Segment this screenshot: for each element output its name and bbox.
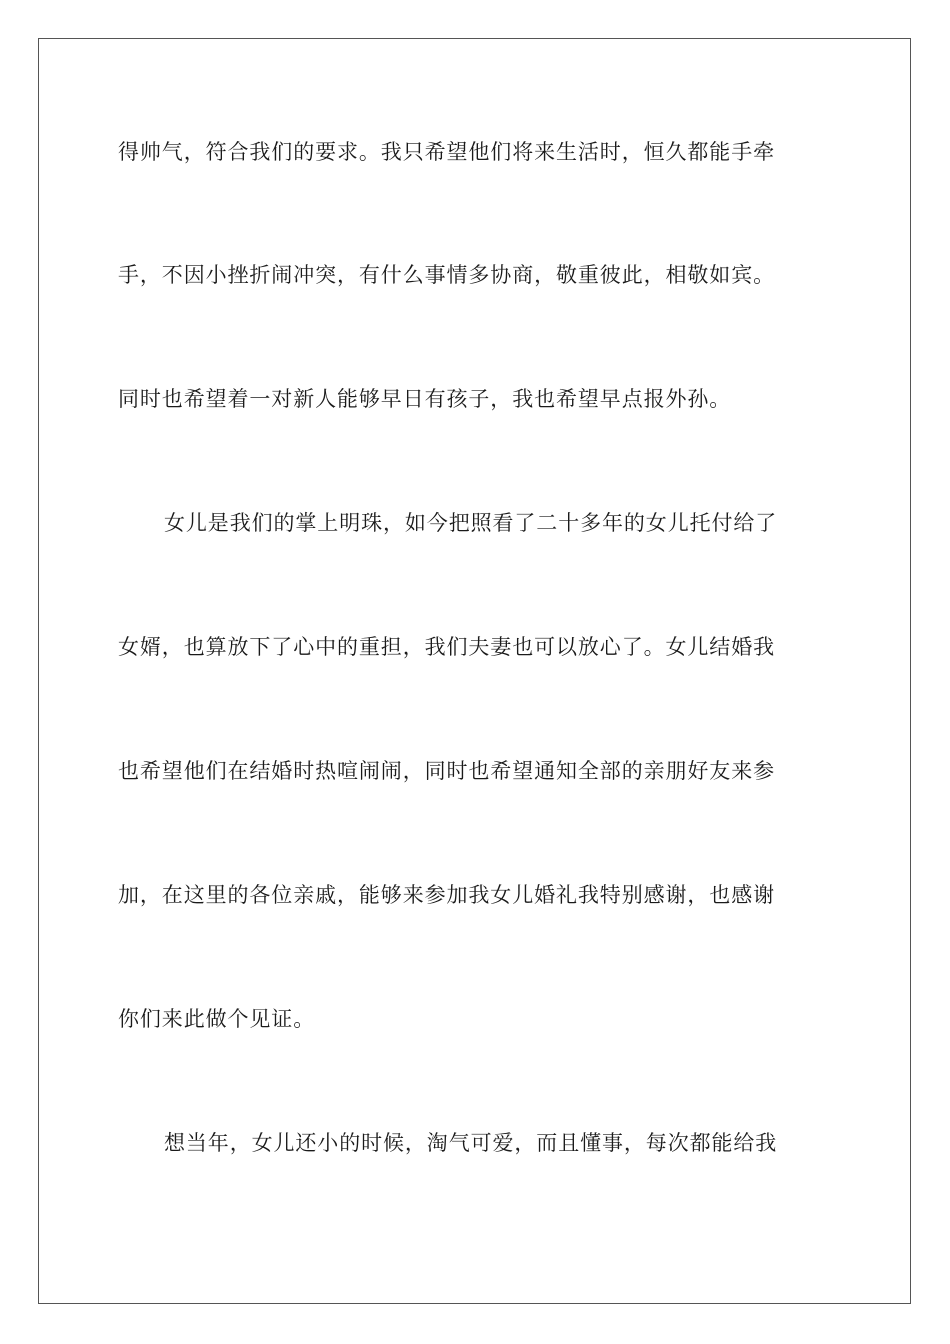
paragraph-start-line: 女儿是我们的掌上明珠，如今把照看了二十多年的女儿托付给了: [164, 511, 778, 535]
text-line: 得帅气，符合我们的要求。我只希望他们将来生活时，恒久都能手牵: [118, 140, 775, 164]
paragraph-start-line: 想当年，女儿还小的时候，淘气可爱，而且懂事，每次都能给我: [164, 1131, 778, 1155]
text-line: 也希望他们在结婚时热喧闹闹，同时也希望通知全部的亲朋好友来参: [118, 759, 775, 783]
text-line: 手，不因小挫折闹冲突，有什么事情多协商，敬重彼此，相敬如宾。: [118, 263, 775, 287]
text-line: 同时也希望着一对新人能够早日有孩子，我也希望早点报外孙。: [118, 387, 732, 411]
text-line: 女婿，也算放下了心中的重担，我们夫妻也可以放心了。女儿结婚我: [118, 635, 775, 659]
text-line: 你们来此做个见证。: [118, 1007, 316, 1031]
page-frame: [38, 38, 911, 1304]
text-line: 加，在这里的各位亲戚，能够来参加我女儿婚礼我特别感谢，也感谢: [118, 883, 775, 907]
